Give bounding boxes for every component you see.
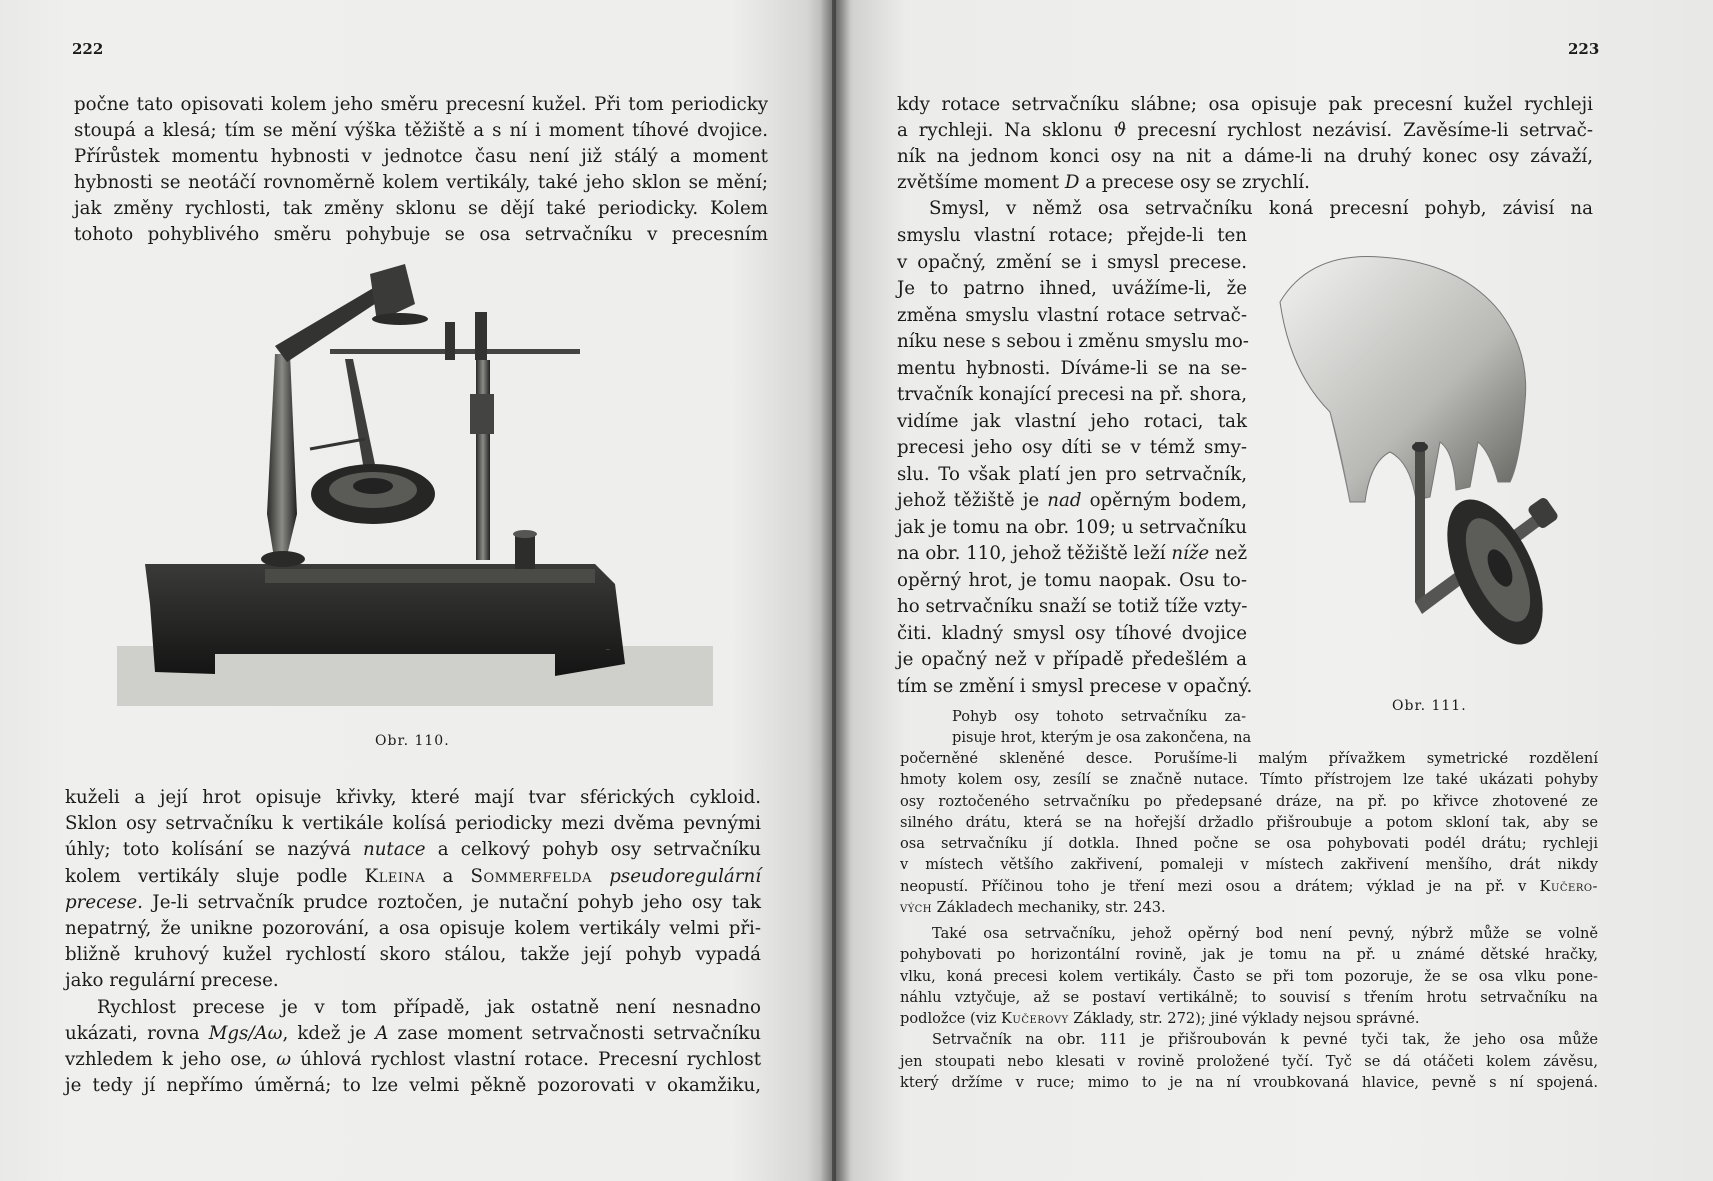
left-bottom-paragraph — [65, 785, 761, 1099]
text-line: níku nese s sebou i změnu smyslu mo- — [897, 331, 1249, 352]
right-wrapped-paragraph — [897, 223, 1253, 700]
text-line: Rychlost precese je v tom případě, jak ostatně není nesnadno — [97, 996, 761, 1018]
text-line: ukázati, rovna Mgs/Aω, kdež je A zase moment setrvačnosti setrvačníku — [65, 1022, 761, 1044]
text-line: Sklon osy setrvačníku k vertikále kolísá periodicky mezi dvěma pevnými — [65, 813, 761, 835]
book-gutter — [820, 0, 850, 1181]
text-line: jak je tomu na obr. 109; u setrvačníku — [897, 516, 1247, 538]
text-line: kdy rotace setrvačníku slábne; osa opisuje pak precesní kužel rychleji — [897, 94, 1593, 115]
text-line: precesi jeho osy díti se v témž smy- — [897, 437, 1247, 458]
text-line: opěrný hrot, je tomu naopak. Osu to- — [897, 569, 1247, 591]
text-line: osy roztočeného setrvačníku po předepsané dráze, na př. po křivce zhotovené ze — [900, 792, 1598, 810]
text-line: stoupá a klesá; tím se mění výška těžiště a s ní i moment tíhové dvojice. — [74, 120, 768, 141]
text-line: Setrvačník na obr. 111 je přišroubován k pevné tyči tak, že jeho osa může — [932, 1031, 1598, 1049]
text-line: v místech většího zakřivení, pomaleji v místech zakřivení menšího, drát nikdy — [900, 856, 1598, 874]
text-line: změna smyslu vlastní rotace setrvač- — [897, 304, 1247, 326]
left-page — [0, 0, 832, 1181]
figure-caption-110: Obr. 110. — [375, 733, 450, 749]
text-line: počne tato opisovati kolem jeho směru precesní kužel. Při tom periodicky — [74, 94, 768, 115]
right-small-print-paragraph-2 — [900, 923, 1598, 1093]
right-small-print-paragraph — [900, 748, 1598, 918]
text-line: a rychleji. Na sklonu ϑ precesní rychlost nezávisí. Zavěsíme-li setrvač- — [897, 120, 1593, 141]
text-line: jehož těžiště je nad opěrným bodem, — [897, 490, 1247, 511]
figure-caption-111: Obr. 111. — [1392, 698, 1467, 714]
page-number-left: 222 — [72, 40, 104, 58]
gyroscope-apparatus-photo — [115, 264, 715, 714]
right-top-paragraph — [897, 92, 1593, 222]
text-line: Pohyb osy tohoto setrvačníku za- — [952, 708, 1246, 725]
hand-held-gyroscope-photo — [1270, 252, 1625, 682]
text-line: bližně kruhový kužel rychlostí skoro stálou, takže její pohyb vypadá — [65, 944, 761, 966]
right-small-print-wrapped — [952, 706, 1252, 748]
text-line: jen stoupati nebo klesati v rovině proložené tyčí. Tyč se dá otáčeti kolem závěsu, — [900, 1052, 1598, 1070]
text-line: úhly; toto kolísání se nazývá nutace a celkový pohyb osy setrvačníku — [65, 839, 761, 861]
text-line: je opačný než v případě předešlém a — [897, 649, 1247, 670]
text-line: náhlu vztyčuje, až se postaví vertikálně; to souvisí s třením hrotu setrvačníku na — [900, 988, 1598, 1006]
text-line: kuželi a její hrot opisuje křivky, které mají tvar sférických cykloid. — [65, 787, 761, 808]
text-line: jako regulární precese. — [65, 970, 279, 992]
photo-signature: ~ — [605, 646, 611, 654]
text-line: zvětšíme moment D a precese osy se zrychlí. — [897, 172, 1310, 193]
text-line: pisuje hrot, kterým je osa zakončena, na — [952, 729, 1252, 746]
text-line: vidíme jak vlastní jeho rotaci, tak — [897, 410, 1247, 432]
text-line: který držíme v ruce; mimo to je na ní vroubkovaná hlavice, pevně s ní spojená. — [900, 1074, 1598, 1092]
text-line: jak změny rychlosti, tak změny sklonu se dějí také periodicky. Kolem — [74, 198, 768, 219]
text-line: čiti. kladný smysl osy tíhové dvojice — [897, 622, 1247, 644]
text-line: podložce (viz Kučerovy Základy, str. 272); jiné výklady nejsou správné. — [900, 1010, 1420, 1028]
text-line: hybnosti se neotáčí rovnoměrně kolem vertikály, také jeho sklon se mění; — [74, 172, 768, 193]
text-line: vých Základech mechaniky, str. 243. — [900, 899, 1166, 917]
text-line: kolem vertikály sluje podle Kleina a Sommerfelda pseudoregulární — [65, 865, 762, 887]
text-line: na obr. 110, jehož těžiště leží níže než — [897, 543, 1248, 564]
text-line: hmoty kolem osy, zesílí se značně nutace. Tímto přístrojem lze také ukázati pohyby — [900, 771, 1598, 789]
page-number-right: 223 — [1568, 40, 1600, 58]
text-line: v opačný, změní se i smysl precese. — [897, 251, 1247, 273]
text-line: Přírůstek momentu hybnosti v jednotce času není již stálý a moment — [74, 146, 768, 167]
text-line: precese. Je-li setrvačník prudce roztočen, je nutační pohyb jeho osy tak — [65, 891, 761, 913]
text-line: smyslu vlastní rotace; přejde-li ten — [897, 225, 1247, 246]
text-line: Smysl, v němž osa setrvačníku koná precesní pohyb, závisí na — [929, 198, 1593, 219]
text-line: ho setrvačníku snaží se totiž tíže vzty- — [897, 596, 1248, 617]
text-line: osa setrvačníku jí dotkla. Ihned počne se osa pohybovati podél drátu; rychleji — [900, 835, 1598, 853]
text-line: vlku, koná precesi kolem vertikály. Často se při tom pozoruje, že se osa vlku pone- — [900, 967, 1598, 985]
text-line: pohybovati po horizontální rovině, jak je tomu na př. u známé dětské hračky, — [900, 946, 1598, 964]
text-line: ník na jednom konci osy na nit a dáme-li na druhý konec osy závaží, — [897, 146, 1593, 167]
text-line: počerněné skleněné desce. Porušíme-li malým přívažkem symetrické rozdělení — [900, 750, 1598, 767]
left-top-paragraph — [74, 92, 768, 248]
text-line: neopustí. Příčinou toho je tření mezi osou a drátem; výklad je na př. v Kučero- — [900, 877, 1598, 895]
text-line: vzhledem k jeho ose, ω úhlová rychlost vlastní rotace. Precesní rychlost — [65, 1049, 762, 1071]
text-line: Také osa setrvačníku, jehož opěrný bod není pevný, nýbrž může se volně — [932, 925, 1598, 942]
text-line: tohoto pohyblivého směru pohybuje se osa setrvačníku v precesním — [74, 224, 768, 245]
text-line: nepatrný, že unikne pozorování, a osa opisuje kolem vertikály velmi při- — [65, 918, 761, 940]
text-line: trvačník konající precesi na př. shora, — [897, 384, 1247, 405]
text-line: tím se změní i smysl precese v opačný. — [897, 675, 1253, 697]
text-line: je tedy jí nepřímo úměrná; to lze velmi pěkně pozorovati v okamžiku, — [65, 1075, 761, 1097]
text-line: silného drátu, která se na hořejší držadlo přišroubuje a potom skloní tak, aby se — [900, 813, 1598, 831]
text-line: mentu hybnosti. Díváme-li se na se- — [897, 357, 1247, 379]
text-line: Je to patrno ihned, uvážíme-li, že — [897, 278, 1247, 299]
text-line: slu. To však platí jen pro setrvačník, — [897, 463, 1247, 485]
